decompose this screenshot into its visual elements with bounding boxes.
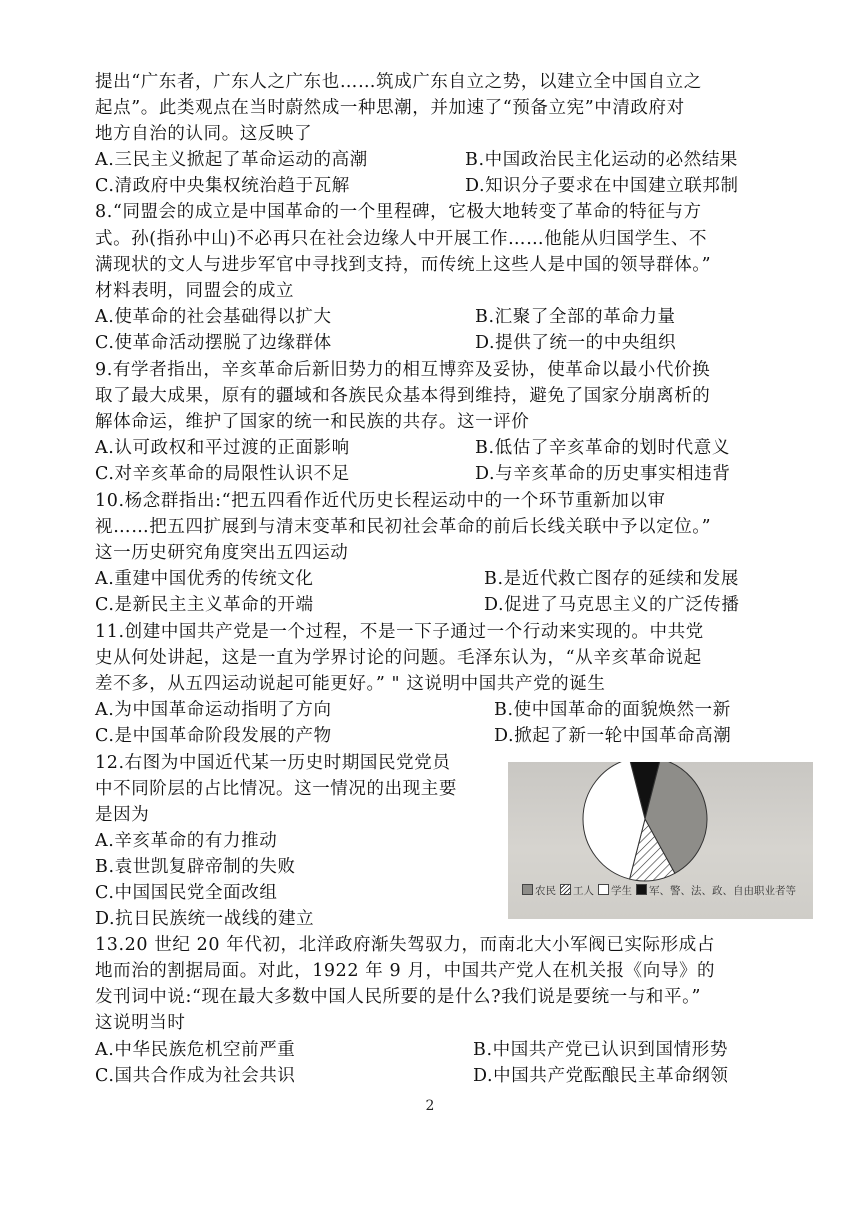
q11-stem-line-2: 史从何处讲起，这是一直为学界讨论的问题。毛泽东认为，“从辛亥革命说起: [95, 648, 702, 668]
q8-option-b: B.汇聚了全部的革命力量: [475, 307, 676, 327]
q7-stem-line-1: 提出“广东者，广东人之广东也……筑成广东自立之势，以建立全中国自立之: [95, 72, 702, 92]
q7-option-d: D.知识分子要求在中国建立联邦制: [465, 176, 739, 196]
q10-option-d: D.促进了马克思主义的广泛传播: [484, 595, 740, 615]
q12-option-a: A.辛亥革命的有力推动: [95, 831, 278, 851]
pie-chart-figure: [508, 762, 813, 919]
q11-option-d: D.掀起了新一轮中国革命高潮: [494, 726, 732, 746]
q13-option-b: B.中国共产党已认识到国情形势: [473, 1040, 728, 1060]
q7-stem-line-3: 地方自治的认同。这反映了: [95, 124, 313, 144]
q10-option-c: C.是新民主主义革命的开端: [95, 595, 314, 615]
legend-swatch-students: [598, 884, 609, 895]
q13-stem-line-4: 这说明当时: [95, 1013, 186, 1033]
q10-stem-line-3: 这一历史研究角度突出五四运动: [95, 543, 349, 563]
q9-option-d: D.与辛亥革命的历史事实相违背: [475, 464, 731, 484]
q8-stem-line-1: 8.“同盟会的成立是中国革命的一个里程碑，它极大地转变了革命的特征与方: [95, 202, 702, 222]
q10-stem-line-2: 视……把五四扩展到与清末变革和民初社会革命的前后长线关联中予以定位。”: [95, 517, 712, 537]
q7-option-c: C.清政府中央集权统治趋于瓦解: [95, 176, 350, 196]
q12-option-c: C.中国国民党全面改组: [95, 883, 278, 903]
legend-label-students: 学生: [611, 885, 632, 897]
q12-stem-line-3: 是因为: [95, 805, 150, 825]
q13-stem-line-2: 地而治的割据局面。对此，1922 年 9 月，中国共产党人在机关报《向导》的: [95, 961, 716, 981]
q9-stem-line-2: 取了最大成果，原有的疆域和各族民众基本得到维持，避免了国家分崩离析的: [95, 386, 711, 406]
q8-option-d: D.提供了统一的中央组织: [475, 333, 677, 353]
q7-option-b: B.中国政治民主化运动的必然结果: [465, 150, 739, 170]
q8-stem-line-4: 材料表明，同盟会的成立: [95, 281, 295, 301]
legend-swatch-others: [636, 884, 647, 895]
legend-item-others: [636, 883, 796, 898]
q13-option-d: D.中国共产党酝酿民主革命纲领: [473, 1066, 729, 1086]
q7-stem-line-2: 起点”。此类观点在当时蔚然成一种思潮，并加速了“预备立宪”中清政府对: [95, 98, 685, 118]
q13-option-c: C.国共合作成为社会共识: [95, 1066, 296, 1086]
q13-stem-line-3: 发刊词中说:“现在最大多数中国人民所要的是什么?我们说是要统一与和平。”: [95, 987, 702, 1007]
q7-option-a: A.三民主义掀起了革命运动的高潮: [95, 150, 368, 170]
q8-stem-line-3: 满现状的文人与进步军官中寻找到支持，而传统上这些人是中国的领导群体。”: [95, 255, 712, 275]
q11-option-b: B.使中国革命的面貌焕然一新: [494, 700, 731, 720]
q8-option-a: A.使革命的社会基础得以扩大: [95, 307, 332, 327]
q12-stem-line-2: 中不同阶层的占比情况。这一情况的出现主要: [95, 779, 457, 799]
q10-stem-line-1: 10.杨念群指出:“把五四看作近代历史长程运动中的一个环节重新加以审: [95, 491, 666, 511]
q9-stem-line-1: 9.有学者指出，辛亥革命后新旧势力的相互博弈及妥协，使革命以最小代价换: [95, 360, 711, 380]
legend-label-others: 军、警、法、政、自由职业者等: [649, 885, 796, 897]
q13-stem-line-1: 13.20 世纪 20 年代初，北洋政府渐失驾驭力，而南北大小军阀已实际形成占: [95, 935, 715, 955]
legend-item-workers: [560, 883, 594, 898]
q10-option-b: B.是近代救亡图存的延续和发展: [484, 569, 739, 589]
legend-swatch-farmers: [522, 884, 533, 895]
q11-stem-line-3: 差不多，从五四运动说起可能更好。” " 这说明中国共产党的诞生: [95, 674, 606, 694]
q11-stem-line-1: 11.创建中国共产党是一个过程，不是一下子通过一个行动来实现的。中共党: [95, 622, 704, 642]
q9-option-c: C.对辛亥革命的局限性认识不足: [95, 464, 350, 484]
q9-option-a: A.认可政权和平过渡的正面影响: [95, 438, 350, 458]
q12-option-b: B.袁世凯复辟帝制的失败: [95, 857, 296, 877]
legend-item-students: [598, 883, 632, 898]
q12-stem-line-1: 12.右图为中国近代某一历史时期国民党党员: [95, 753, 451, 773]
legend-item-farmers: [522, 883, 556, 898]
q8-stem-line-2: 式。孙(指孙中山)不必再只在社会边缘人中开展工作……他能从归国学生、不: [95, 229, 708, 249]
page-number: 2: [425, 1098, 435, 1114]
q8-option-c: C.使革命活动摆脱了边缘群体: [95, 333, 332, 353]
q12-option-d: D.抗日民族统一战线的建立: [95, 909, 315, 929]
q11-option-c: C.是中国革命阶段发展的产物: [95, 726, 332, 746]
q11-option-a: A.为中国革命运动指明了方向: [95, 700, 332, 720]
q9-stem-line-3: 解体命运，维护了国家的统一和民族的共存。这一评价: [95, 412, 530, 432]
q13-option-a: A.中华民族危机空前严重: [95, 1040, 296, 1060]
pie-legend: [522, 883, 800, 898]
q10-option-a: A.重建中国优秀的传统文化: [95, 569, 314, 589]
legend-label-farmers: 农民: [535, 885, 556, 897]
q9-option-b: B.低估了辛亥革命的划时代意义: [475, 438, 730, 458]
legend-label-workers: 工人: [573, 885, 594, 897]
legend-swatch-workers: [560, 884, 571, 895]
